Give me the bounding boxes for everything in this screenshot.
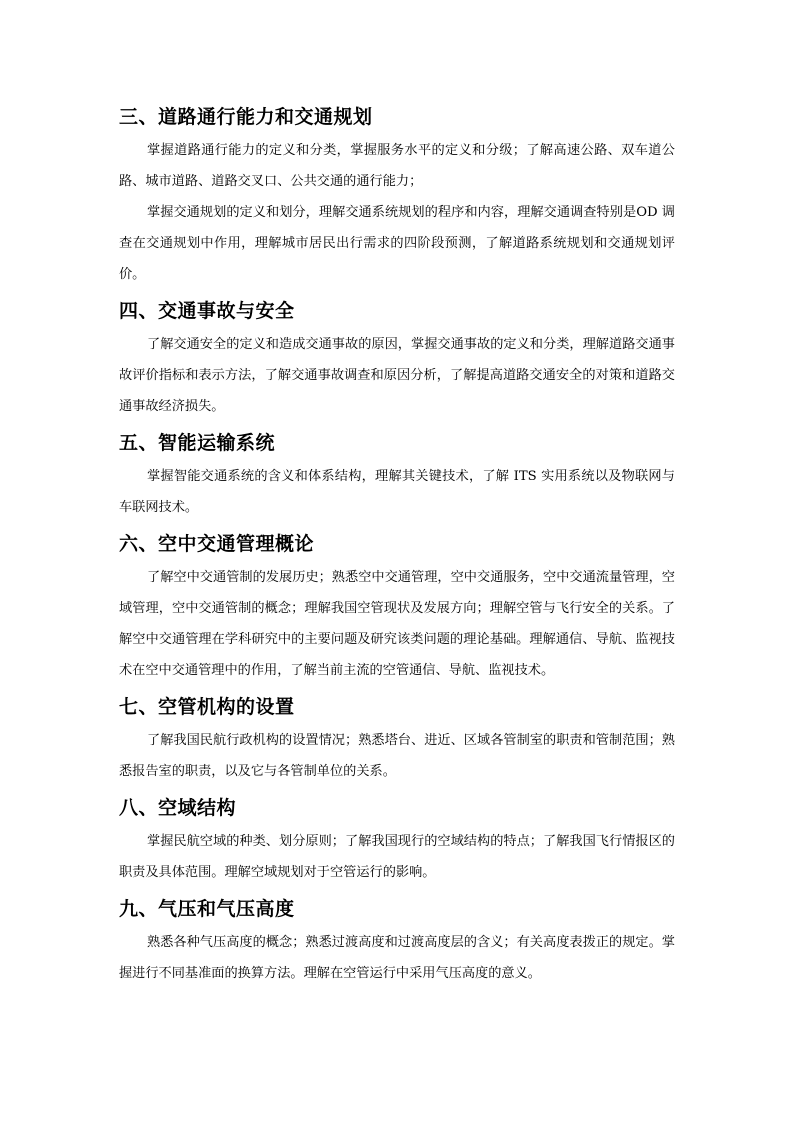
paragraph: 了解交通安全的定义和造成交通事故的原因，掌握交通事故的定义和分类，理解道路交通事故评价指标和表示方法，了解交通事故调查和原因分析，了解提高道路交通安全的对策和道路交通事故经济损失。 (119, 337, 675, 414)
section-heading: 六、空中交通管理概论 (119, 533, 315, 555)
paragraph: 了解空中交通管制的发展历史；熟悉空中交通管理，空中交通服务，空中交通流量管理，空域管理，空中交通管制的概念；理解我国空管现状及发展方向；理解空管与飞行安全的关系。了解空中交通管理在学科研究中的主要问题及研究该类问题的理论基础。理解通信、导航、监视技术在空中交通管理中的作用，了解当前主流的空管通信、导航、监视技术。 (119, 570, 675, 678)
paragraph: 掌握智能交通系统的含义和体系结构，理解其关键技术，了解 ITS 实用系统以及物联网与车联网技术。 (119, 469, 675, 515)
section-road-capacity-planning (119, 102, 675, 290)
paragraph: 了解我国民航行政机构的设置情况；熟悉塔台、进近、区域各管制室的职责和管制范围；熟悉报告室的职责，以及它与各管制单位的关系。 (119, 733, 675, 779)
section-atc-organization (119, 692, 675, 787)
section-heading: 三、道路通行能力和交通规划 (119, 106, 373, 128)
section-heading: 八、空域结构 (119, 797, 237, 819)
section-heading: 九、气压和气压高度 (119, 898, 295, 920)
section-airspace-structure (119, 793, 675, 888)
paragraph: 掌握民航空域的种类、划分原则；了解我国现行的空域结构的特点；了解我国飞行情报区的职责及具体范围。理解空域规划对于空管运行的影响。 (119, 834, 675, 880)
section-heading: 四、交通事故与安全 (119, 300, 295, 322)
section-traffic-safety (119, 296, 675, 422)
section-its (119, 428, 675, 523)
paragraph: 掌握道路通行能力的定义和分类，掌握服务水平的定义和分级；了解高速公路、双车道公路、城市道路、道路交叉口、公共交通的通行能力； (119, 143, 675, 189)
section-heading: 七、空管机构的设置 (119, 696, 295, 718)
section-atm-overview (119, 529, 675, 686)
paragraph: 掌握交通规划的定义和划分，理解交通系统规划的程序和内容，理解交通调查特别是OD 调查在交通规划中作用，理解城市居民出行需求的四阶段预测，了解道路系统规划和交通规划评价。 (119, 205, 675, 282)
section-heading: 五、智能运输系统 (119, 432, 276, 454)
document-body (119, 102, 675, 989)
section-pressure-altitude (119, 894, 675, 989)
paragraph: 熟悉各种气压高度的概念；熟悉过渡高度和过渡高度层的含义；有关高度表拨正的规定。掌握进行不同基准面的换算方法。理解在空管运行中采用气压高度的意义。 (119, 935, 675, 981)
